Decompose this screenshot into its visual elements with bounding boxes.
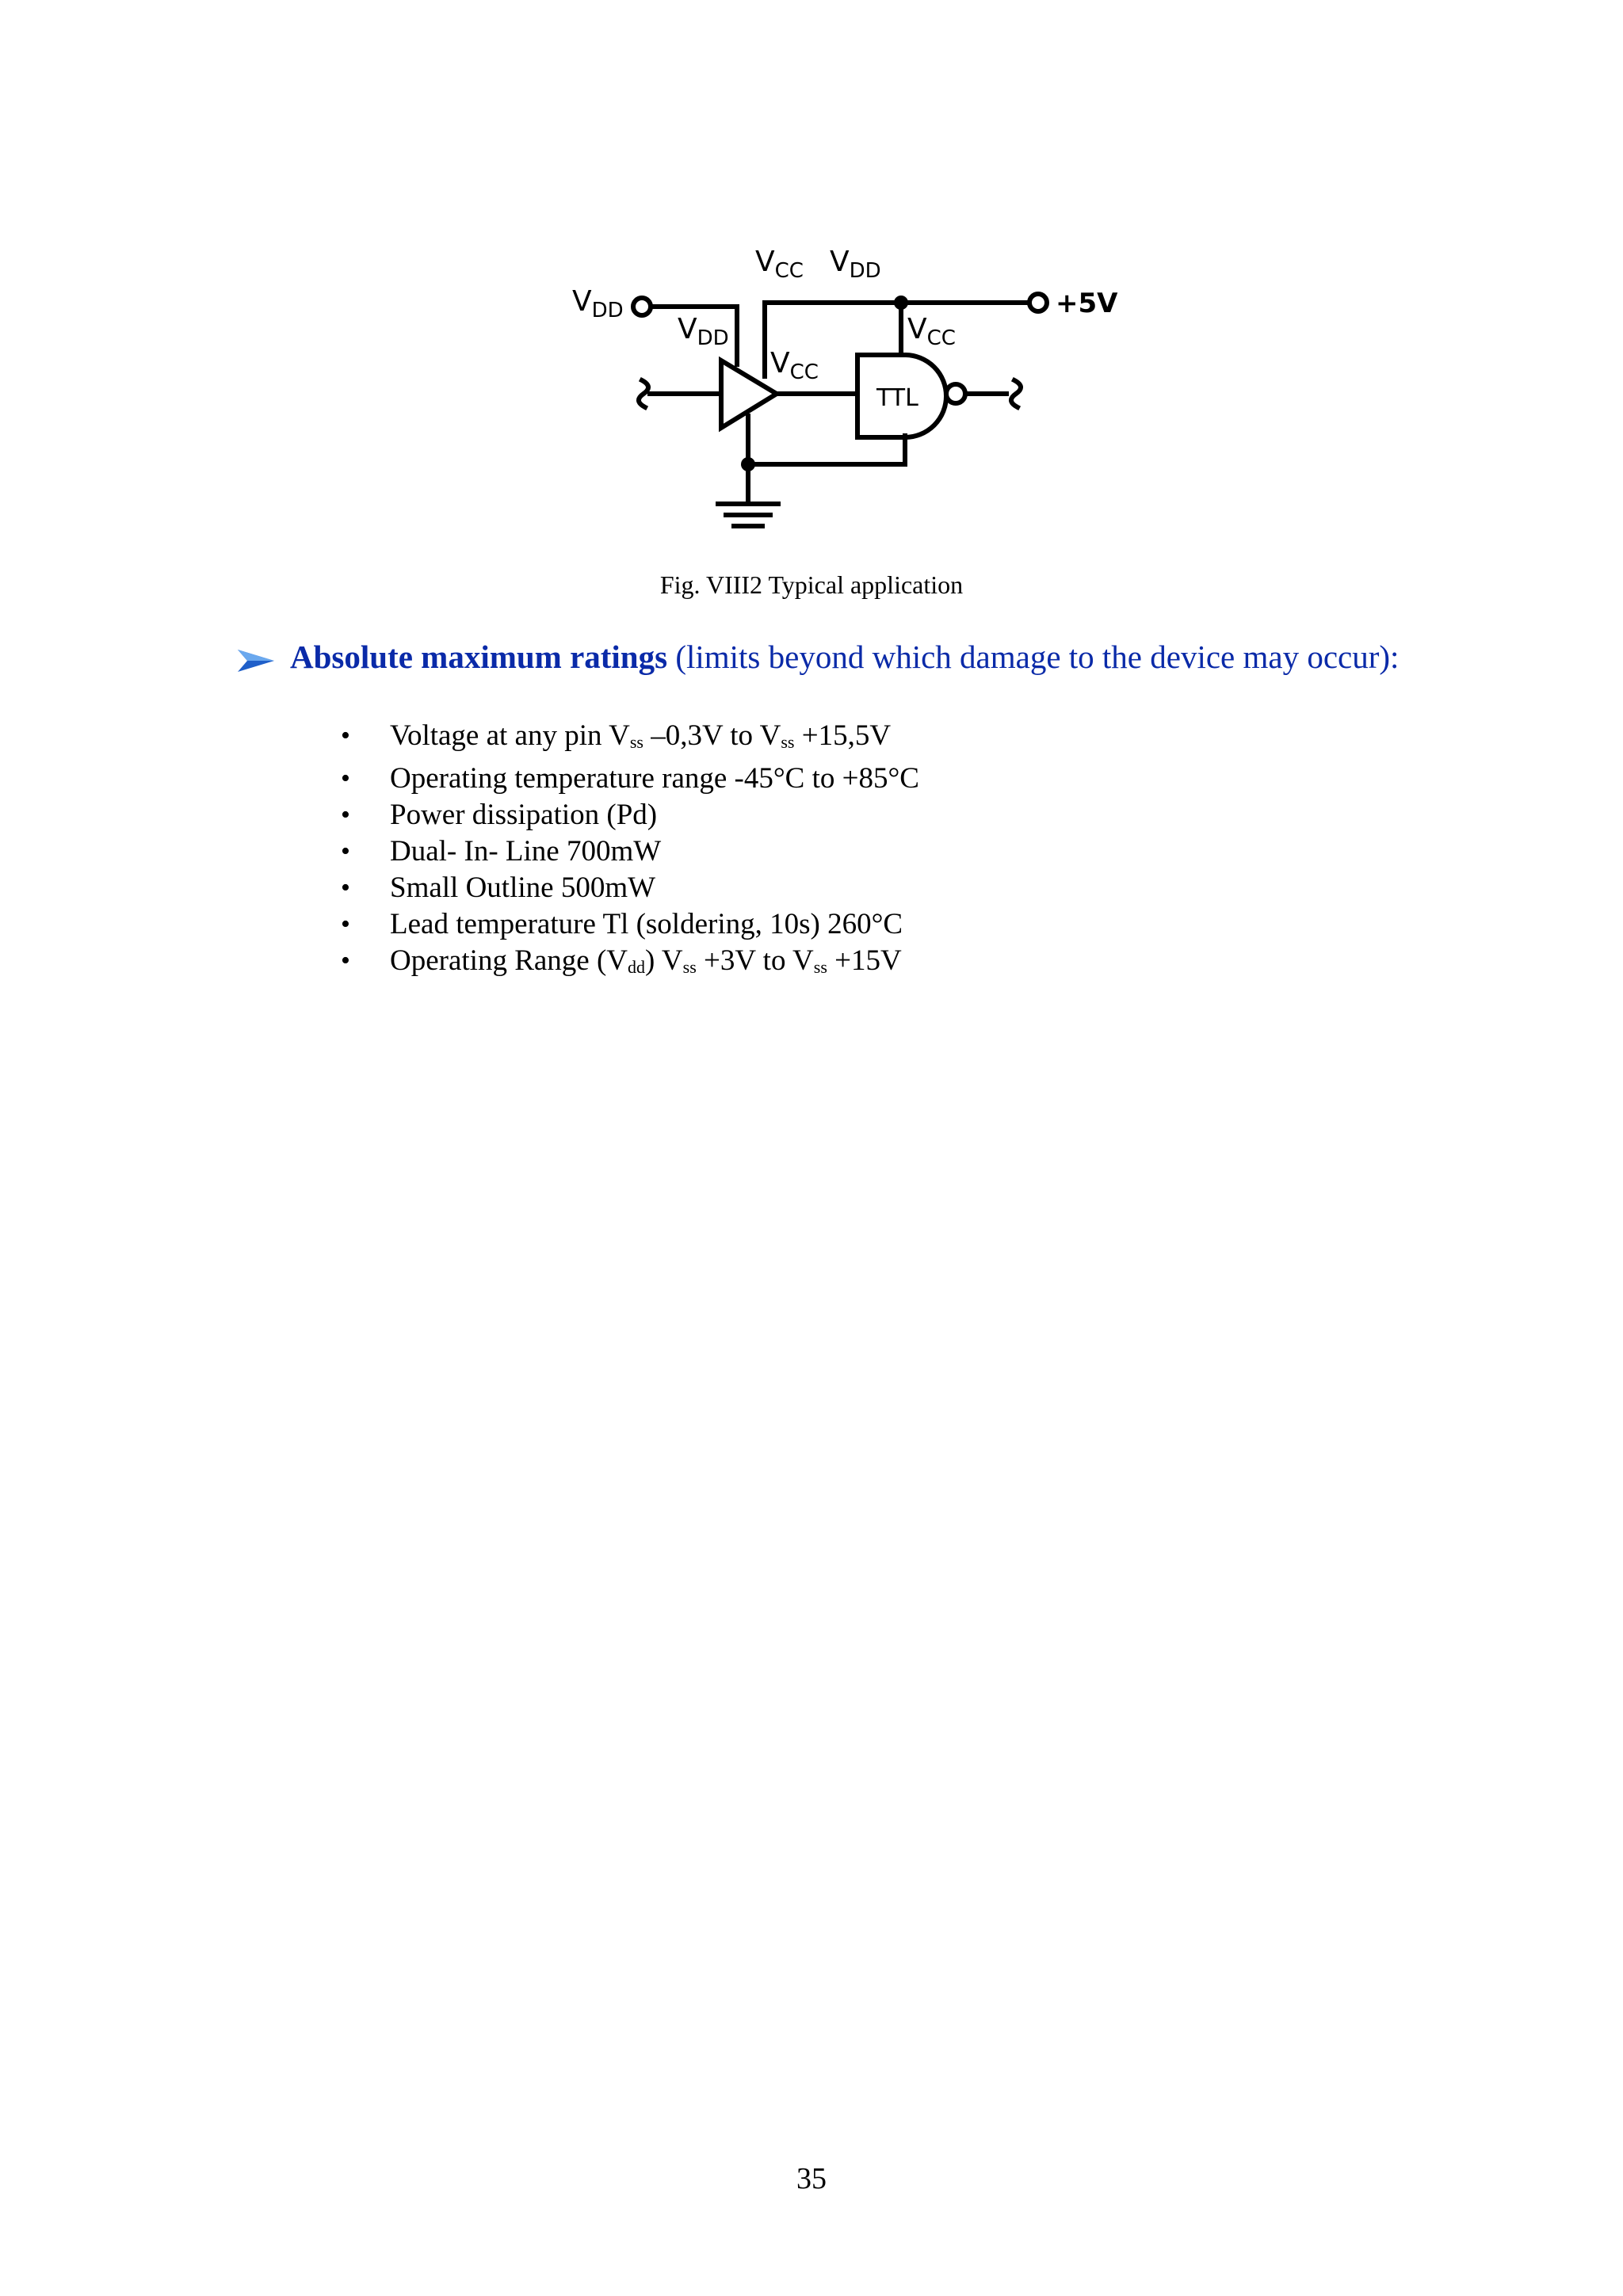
page-number: 35 — [796, 2162, 827, 2195]
list-item: • Operating temperature range -45°C to +85°C — [341, 761, 919, 797]
plus5v-terminal — [1029, 294, 1047, 311]
list-item: • Lead temperature Tl (soldering, 10s) 260°C — [341, 906, 919, 943]
arrow-bullet-icon — [238, 648, 274, 673]
list-item: • Small Outline 500mW — [341, 870, 919, 906]
signal-break-out — [1011, 380, 1021, 407]
label-vcc-gate: $V_{CC}$ — [907, 313, 956, 350]
section-heading — [238, 638, 1399, 676]
figure-caption: Fig. VIII2 Typical application — [659, 570, 964, 599]
list-item: • Dual- In- Line 700mW — [341, 833, 919, 870]
ratings-list — [341, 718, 919, 986]
label-ttl: TTL — [876, 384, 918, 412]
list-item: • Power dissipation (Pd) — [341, 797, 919, 833]
label-vdd-in: $V_{DD}$ — [572, 285, 624, 322]
label-vcc-buffer: $V_{CC}$ — [770, 347, 819, 384]
label-vdd-top: $V_{DD}$ — [830, 246, 881, 283]
list-item: • Operating Range $(V_{dd})$ $V_{ss} +3V$ to $V_{ss} +15V$ — [341, 943, 919, 986]
heading-bold: Absolute maximum ratings — [290, 639, 668, 675]
heading-rest: (limits beyond which damage to the device may occur): — [667, 639, 1400, 675]
junction-ground — [741, 457, 755, 471]
list-item: • Voltage at any pin $V_{ss}$ –0,3V to $V_{ss} +15,5V$ — [341, 718, 919, 761]
inversion-bubble — [946, 384, 965, 403]
vdd-terminal — [633, 298, 651, 315]
circuit-diagram — [563, 230, 1133, 563]
label-plus5v: +5V — [1056, 288, 1118, 319]
signal-break-in — [639, 380, 648, 407]
label-vcc-top: $V_{CC}$ — [755, 246, 804, 283]
label-vdd-buffer: $V_{DD}$ — [678, 313, 729, 350]
junction-top — [894, 296, 908, 310]
